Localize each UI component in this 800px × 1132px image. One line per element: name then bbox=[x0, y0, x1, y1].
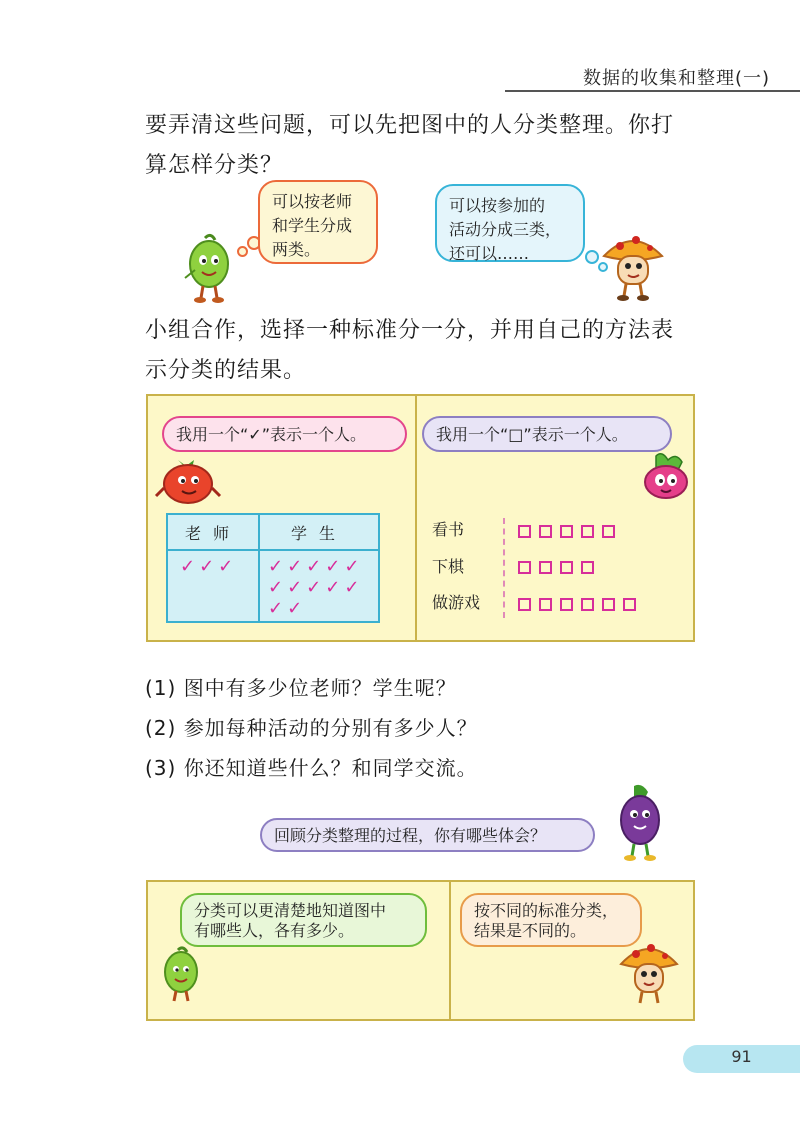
intro-line-1: 要弄清这些问题，可以先把图中的人分类整理。你打 bbox=[145, 113, 675, 138]
reflection-left-line-1: 分类可以更清楚地知道图中 bbox=[194, 901, 387, 920]
tally-square bbox=[602, 598, 615, 611]
intro-line-2: 算怎样分类？ bbox=[145, 153, 284, 178]
reflection-right-line-1: 按不同的标准分类， bbox=[474, 901, 619, 920]
tomato-character-icon bbox=[152, 452, 224, 510]
thought-left-line-1: 可以按老师 bbox=[272, 192, 353, 211]
thought-cloud-left bbox=[258, 180, 378, 264]
squares-chess bbox=[518, 557, 602, 576]
tally-square bbox=[539, 598, 552, 611]
tally-square bbox=[539, 561, 552, 574]
speech-bubble-check: 我用一个“✓”表示一个人。 bbox=[162, 416, 407, 452]
activity-label-chess: 下棋 bbox=[432, 557, 465, 576]
tally-square bbox=[623, 598, 636, 611]
student-checks-row-3: ✓✓ bbox=[268, 598, 307, 619]
activity-label-games: 做游戏 bbox=[432, 593, 481, 612]
thought-right-line-2: 活动分成三类， bbox=[449, 220, 562, 239]
tally-square bbox=[518, 525, 531, 538]
review-bubble: 回顾分类整理的过程，你有哪些体会？ bbox=[260, 818, 595, 852]
tally-square bbox=[560, 598, 573, 611]
question-2: (2) 参加每种活动的分别有多少人？ bbox=[145, 716, 478, 740]
intro-paragraph bbox=[145, 106, 765, 186]
radish-character-icon bbox=[634, 452, 696, 502]
tally-square bbox=[602, 525, 615, 538]
eggplant-character-icon bbox=[610, 782, 672, 862]
green-pepper-character-icon bbox=[152, 944, 210, 1006]
tally-square bbox=[581, 598, 594, 611]
student-checks-row-2: ✓✓✓✓✓ bbox=[268, 577, 364, 598]
teacher-tally-cell bbox=[167, 550, 259, 622]
tally-square bbox=[539, 525, 552, 538]
squares-games bbox=[518, 594, 644, 613]
activity-label-reading: 看书 bbox=[432, 520, 465, 539]
tally-table bbox=[166, 513, 380, 623]
tally-square bbox=[518, 561, 531, 574]
thought-left-line-2: 和学生分成 bbox=[272, 216, 353, 235]
task-line-2: 示分类的结果。 bbox=[145, 358, 307, 383]
chapter-title: 数据的收集和整理(一) bbox=[582, 68, 770, 89]
student-checks-row-1: ✓✓✓✓✓ bbox=[268, 556, 364, 577]
reflection-right-line-2: 结果是不同的。 bbox=[474, 921, 587, 940]
question-3: (3) 你还知道些什么？和同学交流。 bbox=[145, 756, 478, 780]
thought-dot bbox=[585, 250, 599, 264]
thought-dot bbox=[237, 246, 248, 257]
task-line-1: 小组合作，选择一种标准分一分，并用自己的方法表 bbox=[145, 318, 675, 343]
tally-square bbox=[560, 525, 573, 538]
mushroom-character-icon bbox=[600, 230, 666, 302]
header-rule bbox=[505, 90, 800, 92]
mushroom-character-icon bbox=[618, 938, 680, 1008]
reflection-bubble-right bbox=[460, 893, 642, 947]
panel-divider bbox=[449, 882, 451, 1019]
question-1: (1) 图中有多少位老师？学生呢？ bbox=[145, 676, 457, 700]
page-number: 91 bbox=[731, 1047, 752, 1066]
tally-square bbox=[560, 561, 573, 574]
teacher-checks: ✓✓✓ bbox=[180, 556, 238, 577]
thought-left-line-3: 两类。 bbox=[272, 240, 321, 259]
student-tally-cell bbox=[259, 550, 379, 622]
header-teacher: 老师 bbox=[167, 514, 259, 550]
panel-divider bbox=[415, 396, 417, 640]
speech-bubble-square: 我用一个“□”表示一个人。 bbox=[422, 416, 672, 452]
task-paragraph bbox=[145, 311, 765, 391]
reflection-left-line-2: 有哪些人，各有多少。 bbox=[194, 921, 355, 940]
thought-right-line-3: 还可以…… bbox=[449, 244, 530, 263]
squares-reading bbox=[518, 521, 623, 540]
thought-right-line-1: 可以按参加的 bbox=[449, 196, 546, 215]
thought-cloud-right bbox=[435, 184, 585, 262]
green-pepper-character-icon bbox=[175, 232, 243, 304]
reflection-bubble-left bbox=[180, 893, 427, 947]
tally-square bbox=[581, 525, 594, 538]
tally-square bbox=[518, 598, 531, 611]
activity-dashed-line bbox=[503, 518, 505, 618]
tally-square bbox=[581, 561, 594, 574]
header-student: 学生 bbox=[259, 514, 379, 550]
